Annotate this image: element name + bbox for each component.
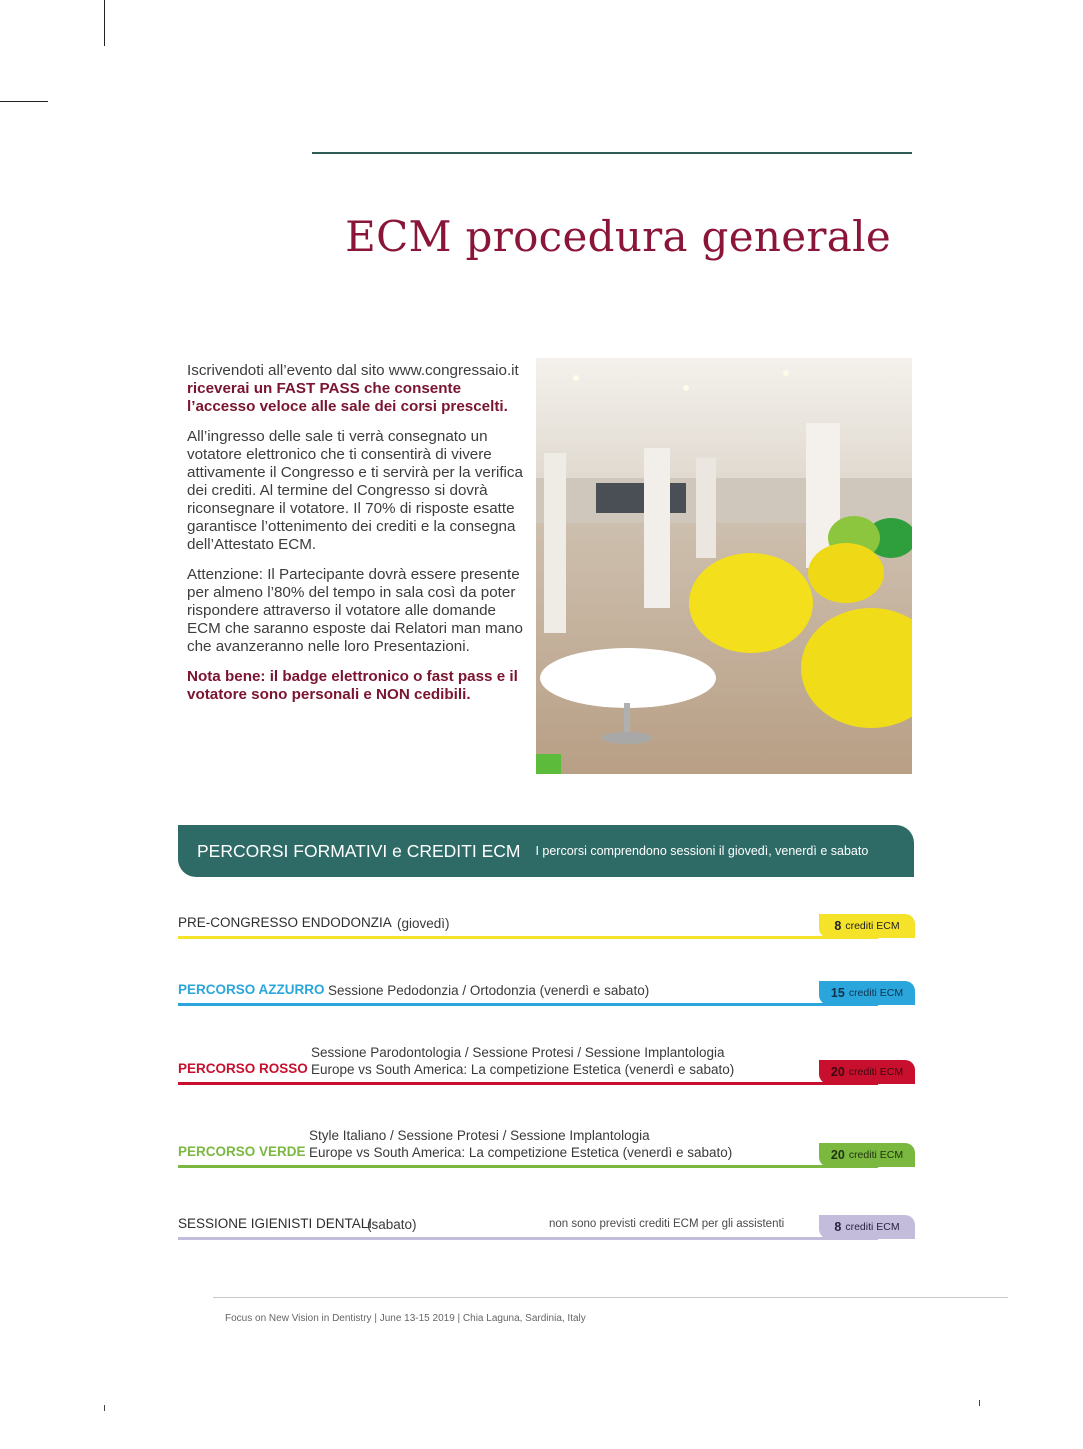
course-description: (giovedì) [397,916,450,931]
intro-paragraph-nota-bene: Nota bene: il badge elettronico o fast pass e il votatore sono personali e NON cedibili. [187,668,518,703]
course-underline [178,936,878,939]
banner-title: PERCORSI FORMATIVI e CREDITI ECM [197,840,521,861]
course-description-line1: Sessione Parodontologia / Sessione Protesi / Sessione Implantologia [311,1045,725,1060]
course-row-verde [178,1123,915,1173]
credits-unit: crediti ECM [848,987,904,999]
credits-unit: crediti ECM [848,1149,904,1161]
credits-number: 20 [830,1148,845,1162]
course-label: PERCORSO VERDE [178,1144,306,1159]
footer-text: Focus on New Vision in Dentistry | June 13-15 2019 | Chia Laguna, Sardinia, Italy [225,1313,586,1324]
course-row-igienisti [178,1206,915,1246]
course-label: PERCORSO ROSSO [178,1061,308,1076]
footer-rule [213,1297,1008,1298]
course-note: non sono previsti crediti ECM per gli assistenti [549,1218,785,1230]
intro-paragraph-voter: All’ingresso delle sale ti verrà consegnato un votatore elettronico che ti consentirà di vivere attivamente il Congresso e ti servirà per la verifica dei crediti. Al termine del Congresso si dovrà riconsegnare il votatore. Il 70% di risposte esatte garantisce l’ottenimento dei crediti e la consegna dell’Attestato ECM. [187,428,523,553]
course-description: (sabato) [367,1217,417,1232]
course-description-line2: Europe vs South America: La competizione Estetica (venerdì e sabato) [309,1145,733,1160]
course-underline [178,1003,878,1006]
fast-pass-text: Iscrivendoti all’evento dal sito www.congressaio.it [187,362,519,379]
lounge-photo [536,358,912,774]
credits-badge [819,914,915,938]
fast-pass-highlight: riceverai un FAST PASS che consente l’accesso veloce alle sale dei corsi prescelti. [187,380,508,415]
credits-unit: crediti ECM [845,1221,900,1233]
page-title: ECM procedura generale [345,212,891,261]
intro-paragraph-fast-pass [187,362,527,416]
credits-number: 8 [834,1220,842,1234]
intro-paragraph-attention: Attenzione: Il Partecipante dovrà essere presente per almeno l’80% del tempo in sala così da poter rispondere attraverso il votatore alle domande ECM che saranno esposte dai Relatori man mano che avanzeranno nelle loro Presentazioni. [187,566,523,655]
credits-badge [819,1215,915,1239]
credits-badge [819,1143,915,1167]
course-label: PERCORSO AZZURRO [178,982,325,997]
crop-mark-bottom-right [979,1400,980,1406]
credits-number: 20 [830,1065,845,1079]
course-description-line1: Style Italiano / Sessione Protesi / Sessione Implantologia [309,1128,650,1143]
credits-unit: crediti ECM [848,1066,904,1078]
intro-text [187,362,527,716]
course-row-azzurro [178,972,915,1012]
crop-mark-horizontal [0,101,48,102]
course-description: Sessione Pedodonzia / Ortodonzia (venerdì e sabato) [328,983,650,998]
crop-mark-vertical [104,0,105,46]
course-description-line2: Europe vs South America: La competizione Estetica (venerdì e sabato) [311,1062,735,1077]
course-row-endodonzia [178,905,915,945]
banner-subtitle: I percorsi comprendono sessioni il giovedì, venerdì e sabato [535,844,869,858]
credits-number: 8 [834,919,842,933]
crop-mark-bottom-left [104,1405,105,1411]
course-underline [178,1082,878,1085]
course-label: SESSIONE IGIENISTI DENTALI [178,1216,373,1231]
credits-number: 15 [830,986,845,1000]
header-rule [312,152,912,154]
course-underline [178,1165,878,1168]
course-label: PRE-CONGRESSO ENDODONZIA [178,915,392,930]
credits-badge [819,1060,915,1084]
course-row-rosso [178,1040,915,1090]
credits-banner [178,825,914,877]
credits-unit: crediti ECM [845,920,900,932]
credits-badge [819,981,915,1005]
course-underline [178,1237,878,1240]
